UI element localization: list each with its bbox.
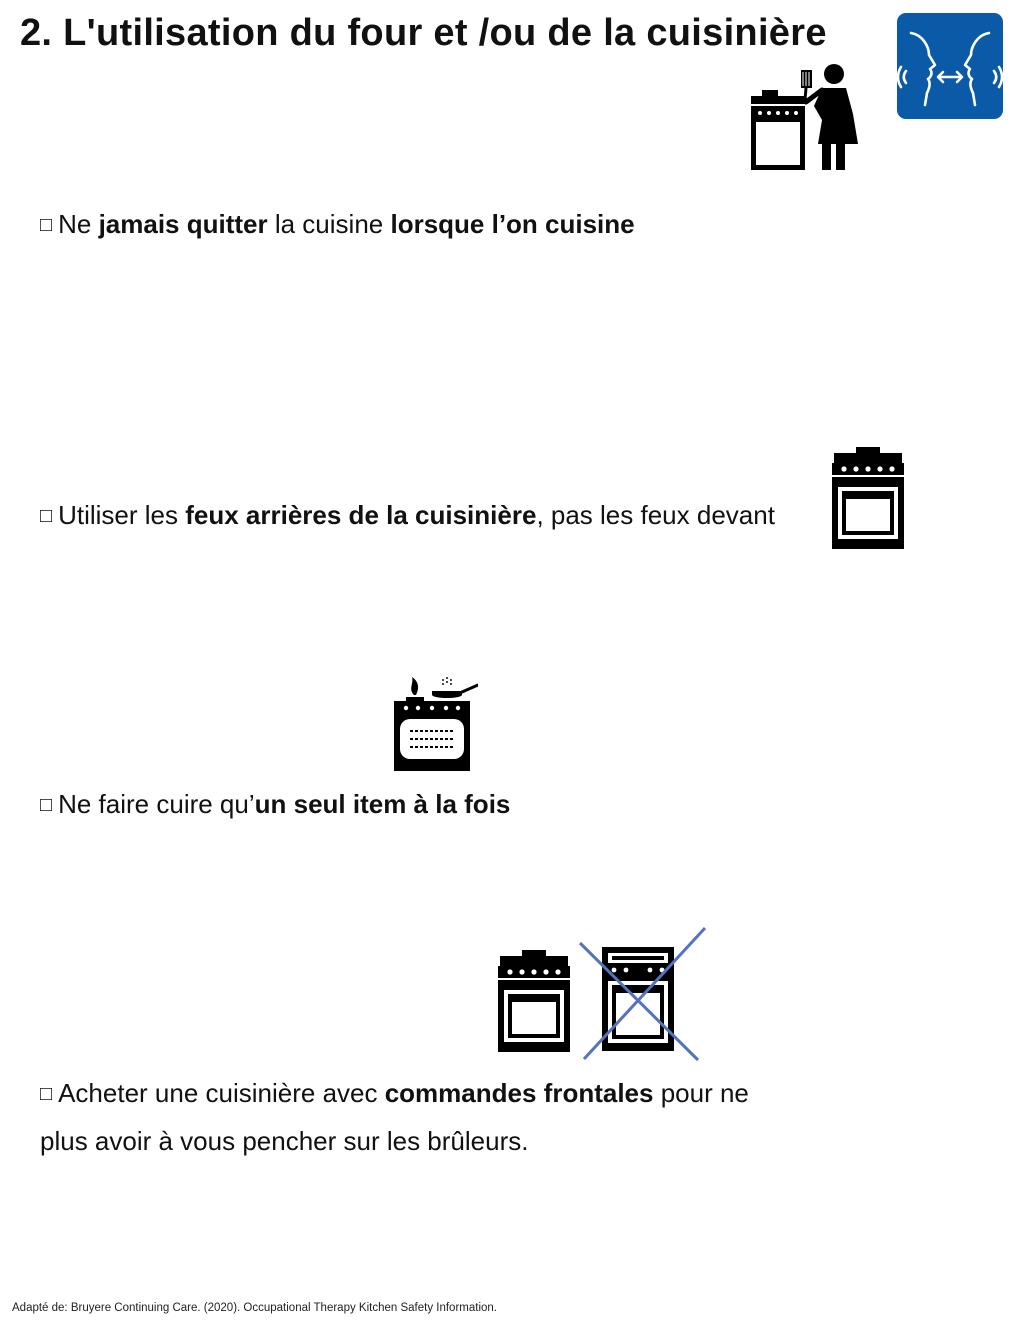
checklist-item-rear-burners: □ Utiliser les feux arrières de la cuisinière, pas les feux devant — [40, 500, 775, 530]
checkbox[interactable]: □ — [40, 1083, 53, 1105]
checkbox[interactable]: □ — [40, 214, 53, 236]
stove-rear-controls-crossed-icon — [578, 925, 708, 1065]
person-cooking-at-stove-icon — [748, 62, 860, 172]
source-citation: Adapté de: Bruyere Continuing Care. (2020). Occupational Therapy Kitchen Safety Information. — [12, 1302, 497, 1314]
stove-single-pan-icon — [392, 673, 478, 773]
checklist-item-one-item: □ Ne faire cuire qu’un seul item à la fois — [40, 789, 511, 819]
stove-front-controls-icon — [496, 950, 572, 1054]
checklist-item-front-controls-continued: plus avoir à vous pencher sur les brûleurs. — [40, 1126, 529, 1156]
checklist-item-never-leave: □ Ne jamais quitter la cuisine lorsque l’on cuisine — [40, 209, 635, 239]
stove-icon — [830, 447, 906, 551]
page-title: 2. L'utilisation du four et /ou de la cuisinière — [20, 12, 827, 54]
checkbox[interactable]: □ — [40, 505, 53, 527]
faces-facing-communication-icon — [897, 13, 1003, 119]
checkbox[interactable]: □ — [40, 794, 53, 816]
checklist-item-front-controls: □ Acheter une cuisinière avec commandes frontales pour ne — [40, 1078, 749, 1108]
